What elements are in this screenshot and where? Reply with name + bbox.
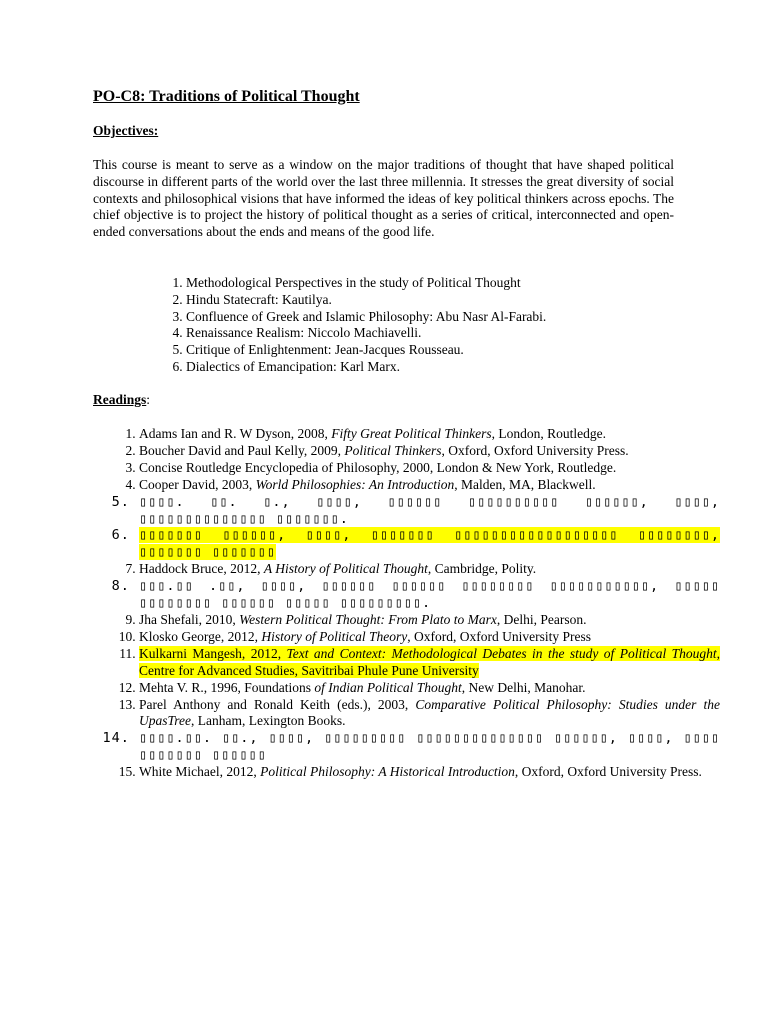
list-item: 6. Dialectics of Emancipation: Karl Marx. <box>186 359 726 376</box>
reading-item: 3. Concise Routledge Encyclopedia of Philosophy, 2000, London & New York, Routledge. <box>139 460 720 477</box>
readings-heading: Readings: <box>93 392 151 407</box>
list-item: 1. Methodological Perspectives in the study of Political Thought <box>186 275 726 292</box>
page-title: PO-C8: Traditions of Political Thought <box>93 88 360 105</box>
reading-item: 8. ▯▯▯.▯▯ .▯▯, ▯▯▯▯, ▯▯▯▯▯▯ ▯▯▯▯▯▯ ▯▯▯▯▯▯▯▯ ▯▯▯▯▯▯▯▯▯▯▯, ▯▯▯▯▯ ▯▯▯▯▯▯▯▯ ▯▯▯▯▯▯ ▯▯▯▯▯ ▯▯▯▯▯▯▯▯▯. <box>139 578 720 612</box>
objectives-heading: Objectives: <box>93 123 159 138</box>
reading-item: 7. Haddock Bruce, 2012, A History of Political Thought, Cambridge, Polity. <box>139 561 720 578</box>
reading-item: 2. Boucher David and Paul Kelly, 2009, Political Thinkers, Oxford, Oxford University Press. <box>139 443 720 460</box>
reading-item: 1. Adams Ian and R. W Dyson, 2008, Fifty Great Political Thinkers, London, Routledge. <box>139 426 720 443</box>
reading-item: 11. Kulkarni Mangesh, 2012, Text and Context: Methodological Debates in the study of Political Thought, Centre for Advanced Studies, Savitribai Phule Pune University <box>139 646 720 680</box>
reading-item: 5. ▯▯▯▯. ▯▯. ▯., ▯▯▯▯, ▯▯▯▯▯▯ ▯▯▯▯▯▯▯▯▯▯ ▯▯▯▯▯▯, ▯▯▯▯, ▯▯▯▯▯▯▯▯▯▯▯▯▯▯ ▯▯▯▯▯▯▯. <box>139 494 720 528</box>
reading-item: 6. ▯▯▯▯▯▯▯ ▯▯▯▯▯▯, ▯▯▯▯, ▯▯▯▯▯▯▯ ▯▯▯▯▯▯▯▯▯▯▯▯▯▯▯▯▯▯ ▯▯▯▯▯▯▯▯, ▯▯▯▯▯▯▯ ▯▯▯▯▯▯▯ <box>139 527 720 561</box>
list-item: 2. Hindu Statecraft: Kautilya. <box>186 292 726 309</box>
intro-paragraph: This course is meant to serve as a window on the major traditions of thought that have shaped political discourse in different parts of the world over the last three millennia. It stresses the great diversity of social contexts and philosophical visions that have informed the ideas of key political thinkers across epochs. The chief objective is to project the history of political thought as a series of critical, interconnected and open-ended conversations about the ends and means of the good life. <box>93 157 674 240</box>
topics-list <box>140 275 726 376</box>
reading-item: 13. Parel Anthony and Ronald Keith (eds.), 2003, Comparative Political Philosophy: Studies under the UpasTree, Lanham, Lexington Books. <box>139 697 720 731</box>
reading-item: 10. Klosko George, 2012, History of Political Theory, Oxford, Oxford University Press <box>139 629 720 646</box>
reading-item: 9. Jha Shefali, 2010, Western Political Thought: From Plato to Marx, Delhi, Pearson. <box>139 612 720 629</box>
reading-item: 14. ▯▯▯▯.▯▯. ▯▯., ▯▯▯▯, ▯▯▯▯▯▯▯▯▯ ▯▯▯▯▯▯▯▯▯▯▯▯▯▯ ▯▯▯▯▯▯, ▯▯▯▯, ▯▯▯▯ ▯▯▯▯▯▯▯ ▯▯▯▯▯▯ <box>139 730 720 764</box>
list-item: 4. Renaissance Realism: Niccolo Machiavelli. <box>186 325 726 342</box>
reading-item: 12. Mehta V. R., 1996, Foundations of Indian Political Thought, New Delhi, Manohar. <box>139 680 720 697</box>
list-item: 3. Confluence of Greek and Islamic Philosophy: Abu Nasr Al-Farabi. <box>186 309 726 326</box>
readings-list <box>93 426 720 781</box>
reading-item: 4. Cooper David, 2003, World Philosophies: An Introduction, Malden, MA, Blackwell. <box>139 477 720 494</box>
list-item: 5. Critique of Enlightenment: Jean-Jacques Rousseau. <box>186 342 726 359</box>
reading-item: 15. White Michael, 2012, Political Philosophy: A Historical Introduction, Oxford, Oxford University Press. <box>139 764 720 781</box>
